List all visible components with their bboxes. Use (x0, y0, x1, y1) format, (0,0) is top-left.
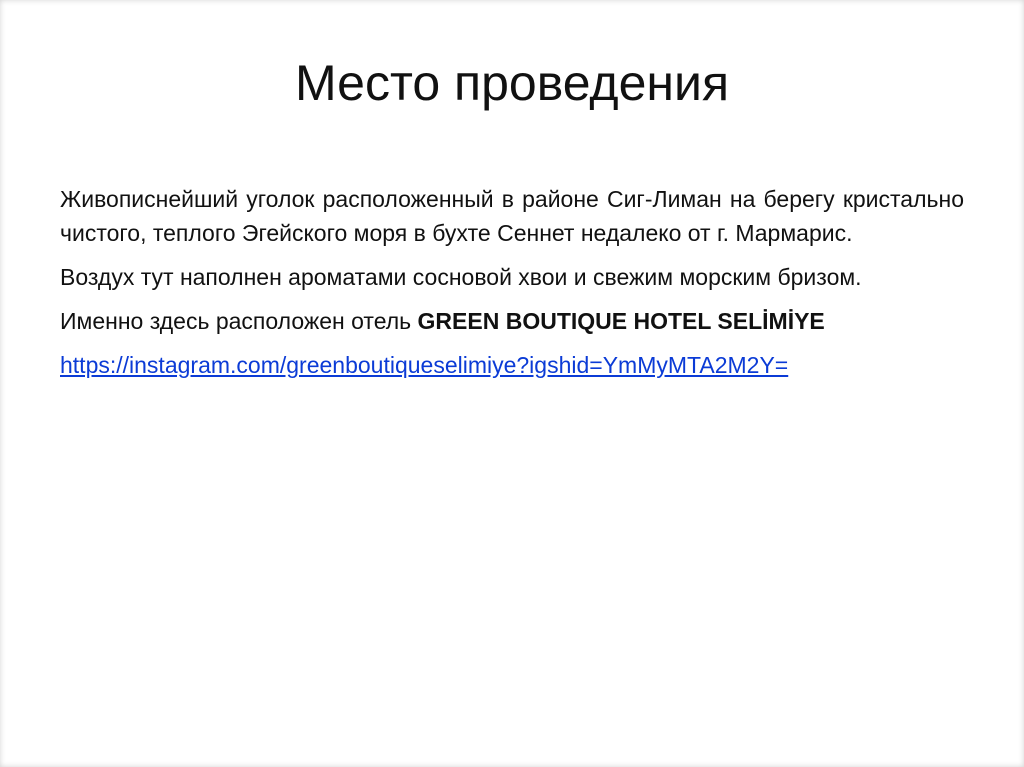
hotel-intro-text: Именно здесь расположен отель (60, 308, 418, 334)
hotel-name: GREEN BOUTIQUE HOTEL SELİMİYE (417, 308, 825, 334)
instagram-link[interactable]: https://instagram.com/greenboutiqueselimiye?igshid=YmMyMTA2M2Y= (60, 352, 789, 378)
paragraph-air: Воздух тут наполнен ароматами сосновой хвои и свежим морским бризом. (60, 264, 862, 290)
paragraph-hotel (60, 304, 964, 338)
slide-content (60, 182, 964, 382)
paragraph-link (60, 348, 964, 382)
paragraph-location: Живописнейший уголок расположенный в районе Сиг-Лиман на берегу кристально чистого, теплого Эгейского моря в бухте Сеннет недалеко от г. Мармарис. (60, 186, 964, 246)
slide-title: Место проведения (294, 55, 730, 111)
